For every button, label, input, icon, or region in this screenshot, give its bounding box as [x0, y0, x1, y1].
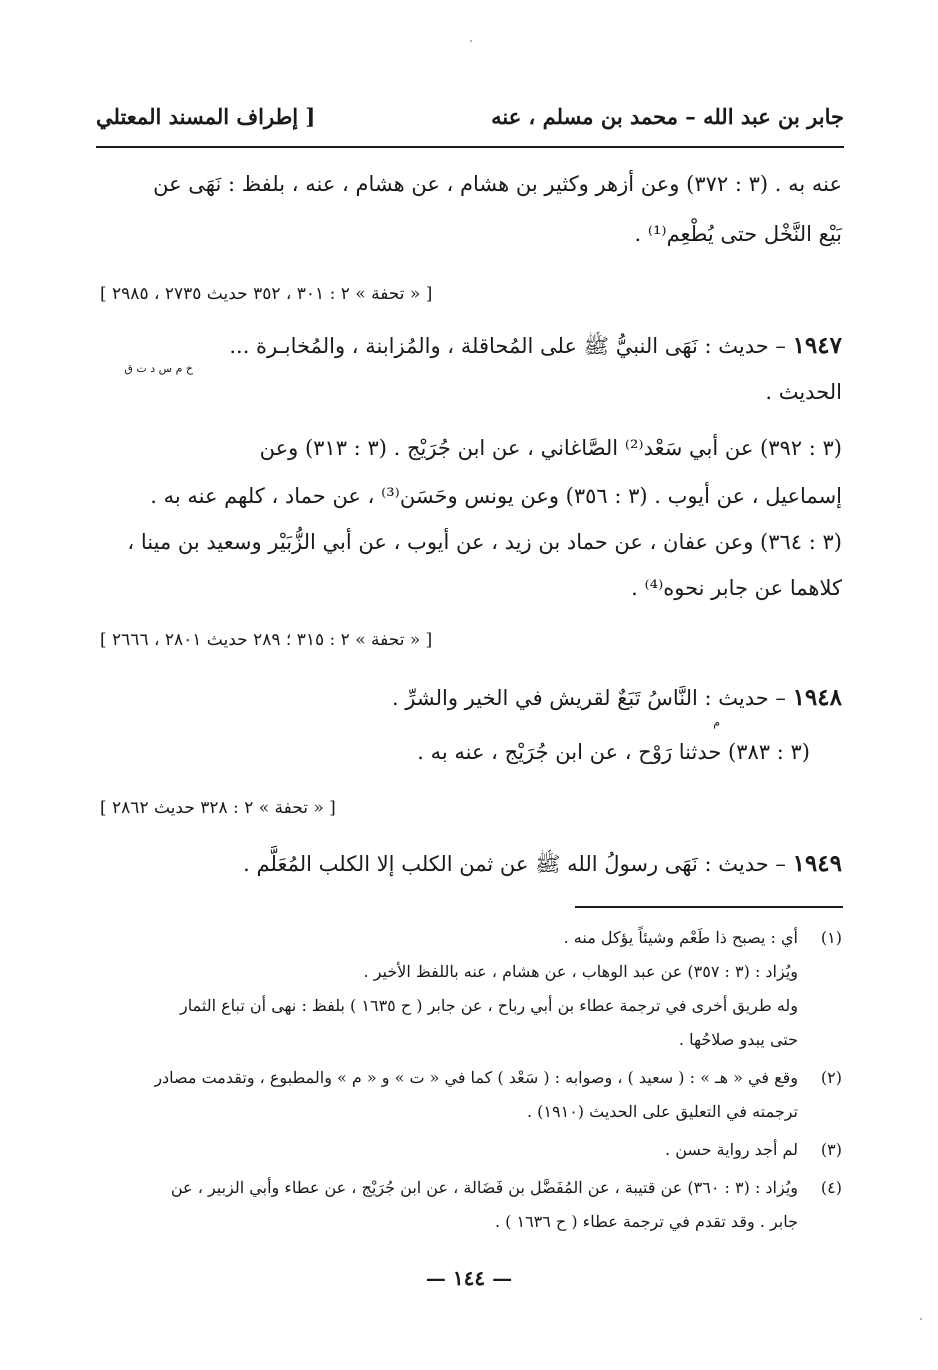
footnote-line: حتى يبدو صلاحُها .	[678, 1030, 798, 1049]
scan-speck	[470, 40, 472, 42]
footnote-line: ويُزاد : (٣ : ٣٥٧) عن عبد الوهاب ، عن هشام ، عنه باللفظ الأخير .	[363, 962, 798, 981]
hadith-heading-1948	[392, 684, 842, 711]
page-number: — ١٤٤ —	[425, 1266, 513, 1290]
footnote-number: (٣)	[820, 1140, 842, 1159]
footnote-line: لم أجد رواية حسن .	[665, 1140, 798, 1159]
text-line: الحديث .	[765, 380, 842, 404]
footnote-rule	[575, 906, 843, 908]
text-line: بَيْع النَّخْل حتى يُطْعِم⁽¹⁾ .	[634, 222, 842, 246]
tuhfa-reference: [ « تحفة » ٢ : ٣٢٨ حديث ٢٨٦٢ ]	[100, 798, 336, 818]
footnote-number: (٢)	[820, 1068, 842, 1087]
hadith-number: ١٩٤٨	[792, 684, 842, 711]
footnote-number: (١)	[820, 928, 842, 947]
hadith-heading-1947	[229, 332, 842, 364]
footnote-line: ويُزاد : (٣ : ٣٦٠) عن قتيبة ، عن المُفَضَّل بن فَضَالة ، عن ابن جُرَيْج ، عن عطاء وأبي الزبير ، عن	[170, 1178, 798, 1197]
isnad-line: (٣ : ٣٨٣) حدثنا رَوْح ، عن ابن جُرَيْج ، عنه به .	[417, 740, 810, 764]
hadith-sigla: م	[713, 716, 720, 729]
running-header-left: [ إطراف المسند المعتلي	[96, 104, 316, 129]
text-line: عنه به . (٣ : ٣٧٢) وعن أزهر وكثير بن هشام ، عن هشام ، عنه ، بلفظ : نَهَى عن	[153, 172, 842, 196]
tuhfa-reference: [ « تحفة » ٢ : ٣٠١ ، ٣٥٢ حديث ٢٧٣٥ ، ٢٩٨٥ ]	[100, 284, 433, 304]
hadith-number: ١٩٤٧	[792, 332, 842, 359]
footnote-number: (٤)	[820, 1178, 842, 1197]
running-header-right: جابر بن عبد الله – محمد بن مسلم ، عنه	[491, 104, 844, 129]
header-rule	[96, 146, 844, 148]
hadith-heading-text: – حديث : نَهَى رسولُ الله ﷺ عن ثمن الكلب إلا الكلب المُعَلَّم .	[243, 852, 786, 876]
hadith-number: ١٩٤٩	[792, 850, 842, 877]
isnad-line: إسماعيل ، عن أيوب . (٣ : ٣٥٦) وعن يونس وحَسَن⁽³⁾ ، عن حماد ، كلهم عنه به .	[150, 484, 842, 508]
hadith-heading-1949	[243, 850, 842, 882]
scan-speck	[920, 1318, 922, 1320]
footnote-line: جابر . وقد تقدم في ترجمة عطاء ( ح ١٦٣٦ ) .	[494, 1212, 798, 1231]
footnote-line: وله طريق أخرى في ترجمة عطاء بن أبي رباح ، عن جابر ( ح ١٦٣٥ ) بلفظ : نهى أن تباع الثمار	[180, 996, 798, 1015]
hadith-sigla: خ م س د ت ق	[124, 362, 193, 375]
hadith-heading-text: – حديث : نَهَى النبيُّ ﷺ على المُحاقلة ، والمُزابنة ، والمُخابـرة ...	[229, 334, 786, 358]
footnote-line: ترجمته في التعليق على الحديث (١٩١٠) .	[526, 1102, 798, 1121]
tuhfa-reference: [ « تحفة » ٢ : ٣١٥ ؛ ٢٨٩ حديث ٢٨٠١ ، ٢٦٦٦ ]	[100, 630, 433, 650]
isnad-line: (٣ : ٣٩٢) عن أبي سَعْد⁽²⁾ الصَّاغاني ، عن ابن جُرَيْج . (٣ : ٣١٣) وعن	[259, 436, 842, 460]
isnad-line: كلاهما عن جابر نحوه⁽⁴⁾ .	[631, 576, 842, 600]
isnad-line: (٣ : ٣٦٤) وعن عفان ، عن حماد بن زيد ، عن أيوب ، عن أبي الزُّبَيْر وسعيد بن مينا ،	[127, 530, 842, 554]
hadith-heading-text: – حديث : النَّاسُ تَبَعٌ لقريش في الخير والشرِّ .	[391, 686, 786, 710]
footnote-line: أي : يصبح ذا طَعْم وشيئاً يؤكل منه .	[563, 928, 798, 947]
footnote-line: وقع في « هـ » : ( سعيد ) ، وصوابه : ( سَعْد ) كما في « ت » و « م » والمطبوع ، وتقدمت مصادر	[154, 1068, 798, 1087]
